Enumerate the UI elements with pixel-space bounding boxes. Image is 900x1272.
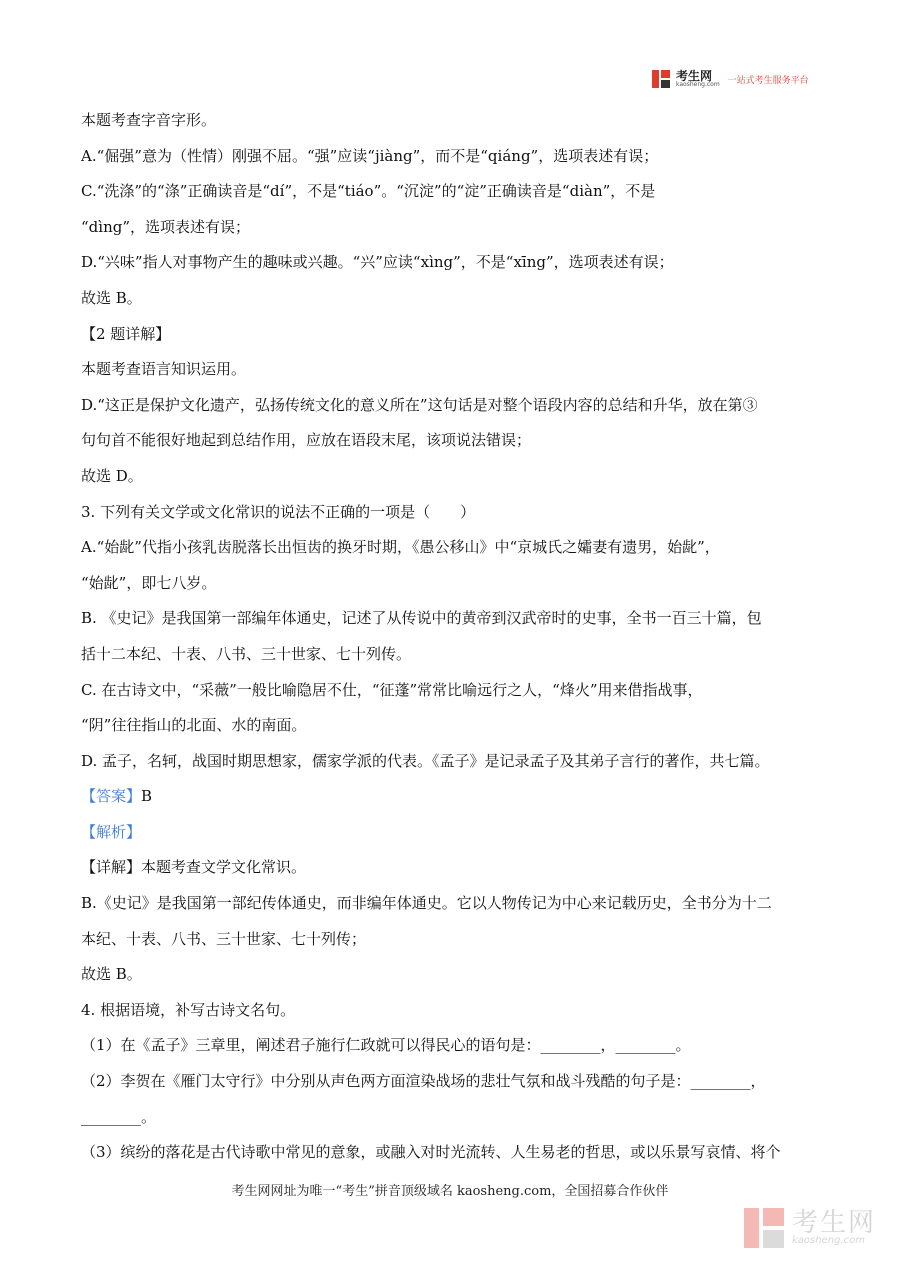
text-line: D.“这正是保护文化遗产，弘扬传统文化的意义所在”这句话是对整个语段内容的总结和升华，放在第③ bbox=[81, 395, 758, 414]
answer-line bbox=[81, 779, 821, 815]
option-line: A.“始龀”代指小孩乳齿脱落长出恒齿的换牙时期，《愚公移山》中“京城氏之孀妻有遗男，始龀”， bbox=[81, 538, 720, 557]
text-line: C.“洗涤”的“涤”正确读音是“dí”，不是“tiáo”。“沉淀”的“淀”正确读音是“diàn”，不是 bbox=[81, 182, 656, 201]
watermark bbox=[744, 1208, 876, 1248]
section-heading: 【2 题详解】 bbox=[81, 324, 171, 343]
answer-label: 【答案】 bbox=[81, 787, 142, 806]
page-footer: 考生网网址为唯一“考生”拼音顶级域名 kaosheng.com，全国招募合作伙伴 bbox=[231, 1184, 669, 1199]
text-line: 本纪、十表、八书、三十世家、七十列传； bbox=[81, 929, 367, 948]
text-line: D.“兴味”指人对事物产生的趣味或兴趣。“兴”应读“xìng”，不是“xīng”，选项表述有误； bbox=[81, 253, 674, 272]
text-line: B.《史记》是我国第一部纪传体通史，而非编年体通史。它以人物传记为中心来记载历史，全书分为十二 bbox=[81, 894, 772, 913]
watermark-domain: kaosheng.com bbox=[791, 1235, 865, 1246]
text-line: 【详解】本题考查文学文化常识。 bbox=[81, 858, 307, 877]
text-line: A.“倔强”意为（性情）刚强不屈。“强”应读“jiàng”，而不是“qiáng”，选项表述有误； bbox=[81, 146, 659, 165]
text-line: 本题考查字音字形。 bbox=[81, 111, 217, 129]
text-line: 故选 B。 bbox=[81, 965, 142, 984]
option-line: “始龀”，即七八岁。 bbox=[81, 573, 217, 592]
logo-name: 考生网 bbox=[676, 69, 713, 83]
question-stem: 3. 下列有关文学或文化常识的说法不正确的一项是（ ） bbox=[81, 502, 476, 521]
option-line: C. 在古诗文中，“采薇”一般比喻隐居不仕，“征蓬”常常比喻远行之人，“烽火”用来借指战事， bbox=[81, 680, 703, 699]
subquestion-line: ________。 bbox=[81, 1107, 157, 1126]
text-line: 句句首不能很好地起到总结作用，应放在语段末尾，该项说法错误； bbox=[81, 431, 532, 450]
text-line: 故选 D。 bbox=[81, 466, 143, 485]
text-line: 故选 B。 bbox=[81, 288, 142, 307]
kaosheng-logo-icon bbox=[652, 70, 670, 88]
kaosheng-watermark-icon bbox=[744, 1208, 784, 1248]
answer-value: B bbox=[141, 787, 153, 806]
watermark-text bbox=[792, 1210, 876, 1246]
document-body bbox=[81, 103, 821, 1171]
option-line: 括十二本纪、十表、八书、三十世家、七十列传。 bbox=[81, 644, 412, 663]
subquestion-line: （2）李贺在《雁门太守行》中分别从声色两方面渲染战场的悲壮气氛和战斗残酷的句子是：________， bbox=[81, 1072, 766, 1091]
option-line: “阴”往往指山的北面、水的南面。 bbox=[81, 716, 307, 735]
subquestion-line: （3）缤纷的落花是古代诗歌中常见的意象，或融入对时光流转、人生易老的哲思，或以乐景写哀情、将个 bbox=[81, 1143, 781, 1162]
question-stem: 4. 根据语境，补写古诗文名句。 bbox=[81, 1000, 296, 1019]
watermark-name: 考生网 bbox=[791, 1208, 876, 1238]
analysis-label: 【解析】 bbox=[81, 822, 142, 841]
analysis-line bbox=[81, 815, 821, 851]
option-line: D. 孟子，名轲，战国时期思想家，儒家学派的代表。《孟子》是记录孟子及其弟子言行的著作，共七篇。 bbox=[81, 751, 770, 770]
header-logo bbox=[652, 70, 809, 88]
logo-domain: kaosheng.com bbox=[676, 81, 720, 88]
text-line: “dìng”，选项表述有误； bbox=[81, 217, 250, 236]
text-line: 本题考查语言知识运用。 bbox=[81, 360, 247, 379]
logo-text bbox=[676, 70, 720, 88]
logo-slogan: 一站式考生服务平台 bbox=[727, 75, 809, 86]
subquestion-line: （1）在《孟子》三章里，阐述君子施行仁政就可以得民心的语句是：________，________。 bbox=[81, 1036, 691, 1055]
option-line: B. 《史记》是我国第一部编年体通史，记述了从传说中的黄帝到汉武帝时的史事，全书一百三十篇，包 bbox=[81, 609, 762, 628]
